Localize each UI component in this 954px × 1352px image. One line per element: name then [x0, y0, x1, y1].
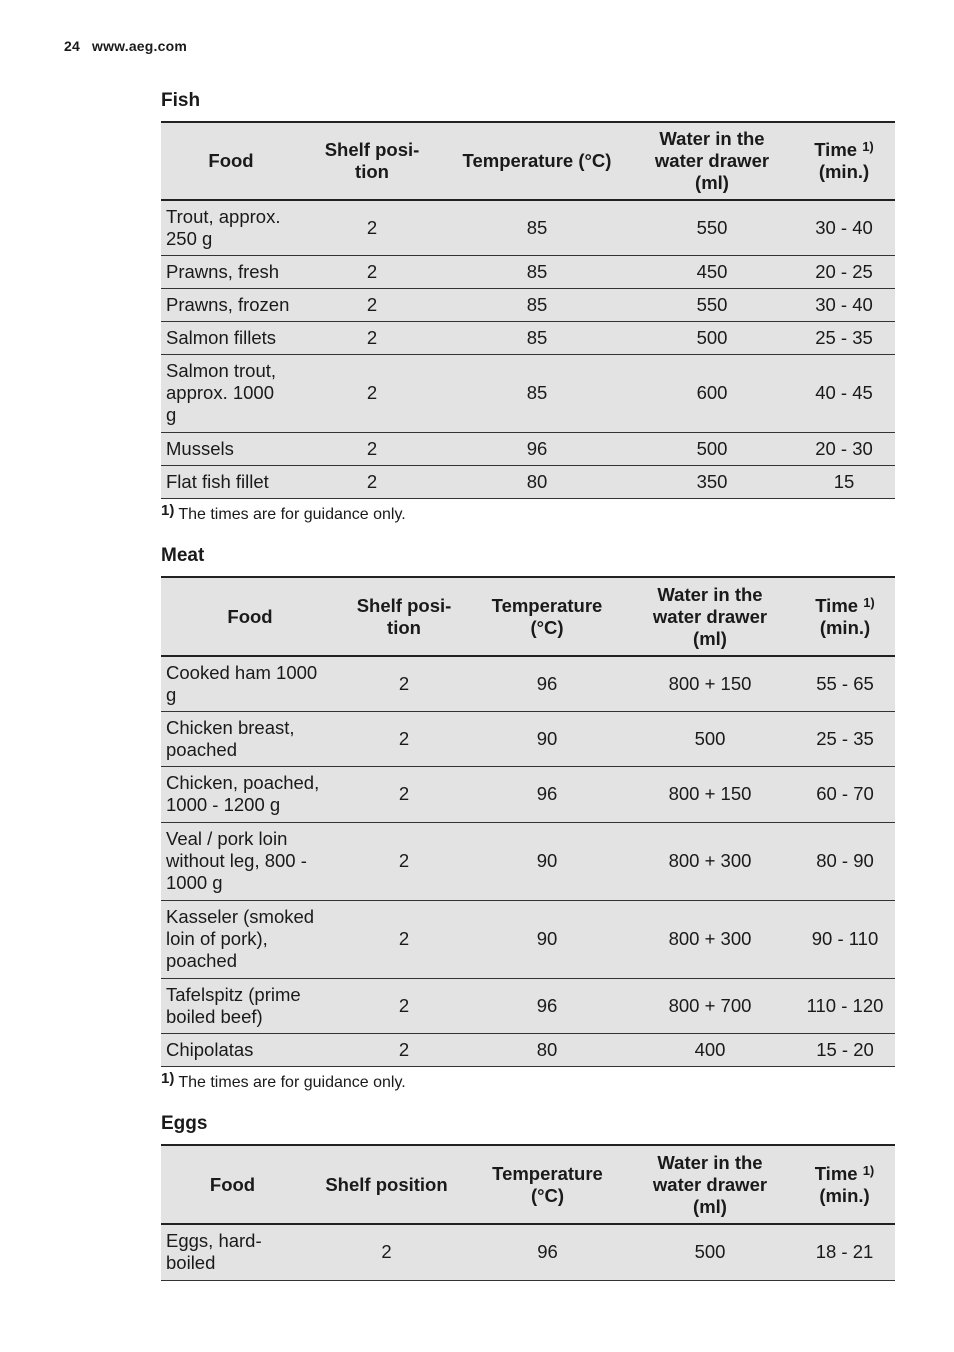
table-row	[161, 1033, 895, 1066]
cell-temperature: 96	[536, 672, 558, 694]
table-row	[161, 822, 895, 900]
cell-food: Mussels	[166, 437, 234, 459]
col-header-food: Food	[208, 150, 254, 171]
cell-food: Chicken breast, poached	[166, 716, 295, 760]
cell-water: 500	[694, 1241, 726, 1263]
cell-food: Prawns, fresh	[166, 260, 280, 282]
col-header-shelf: Shelf posi- tion	[356, 594, 452, 638]
col-header-shelf: Shelf position	[325, 1173, 448, 1195]
cell-time: 60 - 70	[816, 783, 874, 804]
cell-shelf-position: 2	[398, 727, 410, 749]
page-header	[64, 38, 187, 54]
cell-time: 15 - 20	[816, 1038, 874, 1060]
table-header-row	[161, 122, 895, 200]
col-header-food: Food	[227, 605, 273, 627]
col-header-time: Time $^{1)}$ (min.)	[815, 594, 875, 638]
cell-shelf-position: 2	[366, 326, 378, 348]
table-row	[161, 288, 895, 321]
cell-time: 18 - 21	[815, 1241, 874, 1263]
cell-time: 40 - 45	[815, 382, 873, 403]
cell-water: 550	[696, 293, 728, 315]
cell-temperature: 90	[536, 727, 558, 749]
meat-table	[161, 576, 895, 1067]
footnote-ref: 1)	[863, 594, 875, 610]
cell-temperature: 96	[526, 437, 548, 459]
cell-shelf-position: 2	[366, 293, 378, 315]
col-header-food: Food	[209, 1173, 256, 1195]
cell-shelf-position: 2	[366, 382, 378, 403]
fish-section-title: Fish	[161, 90, 201, 111]
col-header-temperature: Temperature (°C)	[492, 1162, 603, 1206]
cell-temperature: 90	[536, 850, 558, 871]
cell-temperature: 96	[536, 783, 558, 804]
cell-shelf-position: 2	[398, 783, 410, 804]
fish-footnote: 1) The times are for guidance only.	[161, 502, 406, 523]
cell-food: Tafelspitz (prime boiled beef)	[166, 983, 301, 1027]
cell-water: 500	[696, 437, 728, 459]
cell-water: 800 + 150	[668, 672, 752, 694]
col-header-shelf: Shelf posi- tion	[324, 139, 420, 182]
table-row	[161, 432, 895, 465]
cell-time: 20 - 30	[815, 437, 873, 459]
table-row	[161, 900, 895, 978]
cell-temperature: 96	[537, 1241, 558, 1263]
page-number: 24	[64, 38, 80, 54]
cell-time: 30 - 40	[815, 293, 873, 315]
table-row	[161, 711, 895, 766]
cell-food: Flat fish fillet	[166, 470, 269, 492]
cell-shelf-position: 2	[366, 470, 378, 492]
table-header-row	[161, 1145, 895, 1224]
cell-water: 800 + 300	[668, 928, 752, 949]
table-header-row	[161, 577, 895, 656]
col-header-time: Time $^{1)}$ (min.)	[814, 139, 874, 182]
cell-water: 800 + 150	[668, 783, 752, 804]
cell-water: 500	[696, 326, 728, 348]
cell-food: Salmon fillets	[166, 326, 277, 348]
meat-footnote: 1) The times are for guidance only.	[161, 1070, 406, 1091]
cell-food: Prawns, frozen	[166, 293, 290, 315]
cell-shelf-position: 2	[381, 1241, 392, 1263]
col-header-water: Water in the water drawer (ml)	[652, 583, 768, 649]
cell-food: Salmon trout, approx. 1000 g	[166, 360, 277, 425]
cell-shelf-position: 2	[398, 1038, 410, 1060]
cell-time: 30 - 40	[815, 216, 873, 238]
cell-time: 20 - 25	[815, 260, 873, 282]
cell-temperature: 85	[526, 382, 548, 403]
cell-shelf-position: 2	[398, 994, 410, 1016]
cell-food: Trout, approx. 250 g	[166, 205, 281, 249]
cell-food: Chipolatas	[166, 1038, 254, 1060]
eggs-section-title: Eggs	[161, 1113, 208, 1134]
cell-water: 600	[696, 382, 728, 403]
cell-time: 90 - 110	[811, 928, 879, 949]
cell-food: Veal / pork loin without leg, 800 - 1000 g	[166, 828, 307, 893]
table-row	[161, 978, 895, 1033]
cell-temperature: 90	[536, 928, 558, 949]
cell-temperature: 80	[536, 1038, 558, 1060]
cell-shelf-position: 2	[398, 850, 410, 871]
cell-shelf-position: 2	[398, 928, 410, 949]
fish-table	[161, 121, 895, 499]
col-header-water: Water in the water drawer (ml)	[652, 1151, 768, 1217]
eggs-table	[161, 1144, 895, 1281]
cell-water: 350	[696, 470, 728, 492]
table-row	[161, 766, 895, 822]
cell-time: 55 - 65	[816, 672, 874, 694]
cell-water: 500	[694, 727, 726, 749]
cell-time: 25 - 35	[815, 326, 873, 348]
cell-temperature: 80	[526, 470, 548, 492]
meat-section-title: Meat	[161, 545, 205, 566]
cell-shelf-position: 2	[398, 672, 410, 694]
table-row	[161, 656, 895, 711]
cell-temperature: 85	[526, 216, 548, 238]
table-row	[161, 1224, 895, 1280]
cell-time: 15	[833, 470, 855, 492]
cell-temperature: 85	[526, 293, 548, 315]
col-header-water: Water in the water drawer (ml)	[654, 128, 770, 193]
cell-time: 25 - 35	[816, 727, 874, 749]
cell-water: 800 + 300	[668, 850, 752, 871]
col-header-temperature: Temperature (°C)	[462, 150, 612, 171]
cell-temperature: 96	[536, 994, 558, 1016]
cell-food: Chicken, poached, 1000 - 1200 g	[166, 772, 320, 815]
footnote-ref: 1)	[862, 139, 874, 154]
cell-food: Kasseler (smoked loin of pork), poached	[166, 906, 315, 971]
col-header-time: Time $^{1)}$ (min.)	[814, 1162, 875, 1206]
cell-temperature: 85	[526, 326, 548, 348]
table-row	[161, 354, 895, 432]
table-row	[161, 255, 895, 288]
cell-water: 800 + 700	[668, 994, 752, 1016]
cell-shelf-position: 2	[366, 216, 378, 238]
cell-shelf-position: 2	[366, 260, 378, 282]
cell-time: 80 - 90	[816, 850, 874, 871]
cell-food: Eggs, hard- boiled	[166, 1230, 262, 1274]
table-row	[161, 321, 895, 354]
cell-time: 110 - 120	[806, 994, 884, 1016]
cell-shelf-position: 2	[366, 437, 378, 459]
col-header-temperature: Temperature (°C)	[491, 594, 603, 638]
footnote-ref: 1)	[862, 1162, 875, 1178]
cell-food: Cooked ham 1000 g	[166, 661, 318, 705]
site-url: www.aeg.com	[91, 38, 188, 54]
cell-temperature: 85	[526, 260, 548, 282]
table-row	[161, 465, 895, 498]
table-row	[161, 200, 895, 255]
cell-water: 400	[694, 1038, 726, 1060]
cell-water: 450	[696, 260, 728, 282]
cell-water: 550	[696, 216, 728, 238]
